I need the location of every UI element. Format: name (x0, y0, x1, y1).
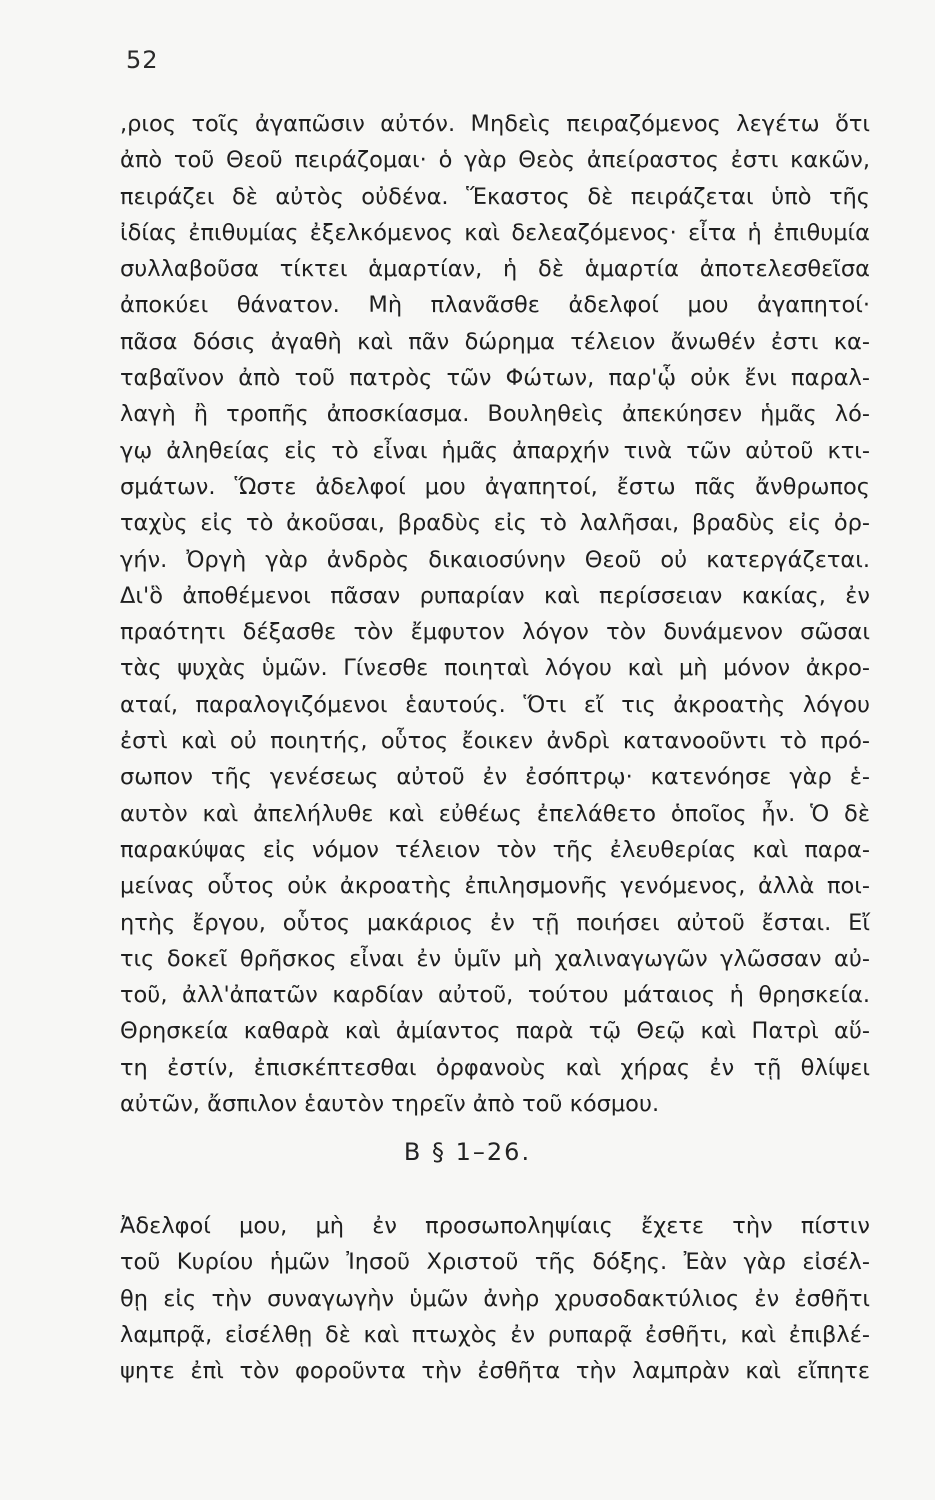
text-line: συλλαβοῦσα τίκτει ἁμαρτίαν, ἡ δὲ ἁμαρτία ἀποτελεσθεῖσα (120, 256, 870, 283)
text-line: θῃ εἰς τὴν συναγωγὴν ὑμῶν ἀνὴρ χρυσοδακτύλιος ἐν ἐσθῆτι (120, 1285, 870, 1312)
paragraph-2 (120, 1208, 870, 1389)
text-line: λαμπρᾷ, εἰσέλθῃ δὲ καὶ πτωχὸς ἐν ρυπαρᾷ ἐσθῆτι, καὶ ἐπιβλέ- (120, 1321, 870, 1348)
page-number: 52 (126, 46, 159, 74)
text-line: ταβαῖνον ἀπὸ τοῦ πατρὸς τῶν Φώτων, παρ'ᾧ οὐκ ἔνι παραλ- (120, 365, 870, 392)
text-line: γήν. Ὀργὴ γὰρ ἀνδρὸς δικαιοσύνην Θεοῦ οὐ κατεργάζεται. (120, 546, 870, 573)
text-line: αὐτῶν, ἄσπιλον ἑαυτὸν τηρεῖν ἀπὸ τοῦ κόσμου. (120, 1091, 660, 1118)
section-heading: Β § 1–26. (403, 1138, 532, 1166)
text-line: τοῦ, ἀλλ'ἀπατῶν καρδίαν αὐτοῦ, τούτου μάταιος ἡ θρησκεία. (120, 982, 870, 1009)
text-line: ητὴς ἔργου, οὗτος μακάριος ἐν τῇ ποιήσει αὐτοῦ ἔσται. Εἴ (120, 909, 870, 936)
text-line: σωπον τῆς γενέσεως αὐτοῦ ἐν ἐσόπτρῳ· κατενόησε γὰρ ἑ- (120, 764, 870, 791)
text-line: γῳ ἀληθείας εἰς τὸ εἶναι ἡμᾶς ἀπαρχήν τινὰ τῶν αὐτοῦ κτι- (120, 437, 870, 464)
text-line: ἐστὶ καὶ οὐ ποιητής, οὗτος ἔοικεν ἀνδρὶ κατανοοῦντι τὸ πρό- (120, 728, 870, 755)
text-line: ἀπὸ τοῦ Θεοῦ πειράζομαι· ὁ γὰρ Θεὸς ἀπείραστος ἐστι κακῶν, (120, 147, 870, 174)
text-line: ἀποκύει θάνατον. Μὴ πλανᾶσθε ἀδελφοί μου ἀγαπητοί· (120, 292, 870, 319)
text-line: αυτὸν καὶ ἀπελήλυθε καὶ εὐθέως ἐπελάθετο ὁποῖος ἦν. Ὁ δὲ (120, 800, 870, 827)
text-line: ψητε ἐπὶ τὸν φοροῦντα τὴν ἐσθῆτα τὴν λαμπρὰν καὶ εἴπητε (120, 1358, 870, 1385)
paragraph-1 (120, 106, 870, 1122)
text-line: λαγὴ ἢ τροπῆς ἀποσκίασμα. Βουληθεὶς ἀπεκύησεν ἡμᾶς λό- (120, 401, 870, 428)
text-line: Ἀδελφοί μου, μὴ ἐν προσωποληψίαις ἔχετε τὴν πίστιν (120, 1213, 870, 1239)
text-line: τις δοκεῖ θρῆσκος εἶναι ἐν ὑμῖν μὴ χαλιναγωγῶν γλῶσσαν αὐ- (120, 945, 870, 972)
text-line: πραότητι δέξασθε τὸν ἔμφυτον λόγον τὸν δυνάμενον σῶσαι (120, 619, 870, 646)
text-line: Θρησκεία καθαρὰ καὶ ἀμίαντος παρὰ τῷ Θεῷ καὶ Πατρὶ αὕ- (120, 1018, 870, 1045)
text-line: πειράζει δὲ αὐτὸς οὐδένα. Ἕκαστος δὲ πειράζεται ὑπὸ τῆς (120, 183, 870, 210)
text-line: τη ἐστίν, ἐπισκέπτεσθαι ὀρφανοὺς καὶ χήρας ἐν τῇ θλίψει (120, 1054, 870, 1081)
text-line: παρακύψας εἰς νόμον τέλειον τὸν τῆς ἐλευθερίας καὶ παρα- (120, 836, 870, 863)
text-line: τὰς ψυχὰς ὑμῶν. Γίνεσθε ποιηταὶ λόγου καὶ μὴ μόνον ἀκρο- (120, 655, 870, 682)
text-line: πᾶσα δόσις ἀγαθὴ καὶ πᾶν δώρημα τέλειον ἄνωθέν ἐστι κα- (120, 328, 870, 355)
text-line: μείνας οὗτος οὐκ ἀκροατὴς ἐπιλησμονῆς γενόμενος, ἀλλὰ ποι- (120, 873, 870, 900)
text-line: ἰδίας ἐπιθυμίας ἐξελκόμενος καὶ δελεαζόμενος· εἶτα ἡ ἐπιθυμία (120, 219, 870, 246)
text-line: ,ριος τοῖς ἀγαπῶσιν αὐτόν. Μηδεὶς πειραζόμενος λεγέτω ὅτι (120, 111, 870, 137)
text-line: αταί, παραλογιζόμενοι ἑαυτούς. Ὅτι εἴ τις ἀκροατὴς λόγου (120, 691, 870, 718)
text-line: τοῦ Κυρίου ἡμῶν Ἰησοῦ Χριστοῦ τῆς δόξης. Ἐὰν γὰρ εἰσέλ- (120, 1249, 870, 1276)
text-line: σμάτων. Ὥστε ἀδελφοί μου ἀγαπητοί, ἔστω πᾶς ἄνθρωπος (120, 473, 870, 500)
text-line: ταχὺς εἰς τὸ ἀκοῦσαι, βραδὺς εἰς τὸ λαλῆσαι, βραδὺς εἰς ὀρ- (120, 510, 870, 537)
text-line: Δι'ὃ ἀποθέμενοι πᾶσαν ρυπαρίαν καὶ περίσσειαν κακίας, ἐν (120, 582, 870, 609)
